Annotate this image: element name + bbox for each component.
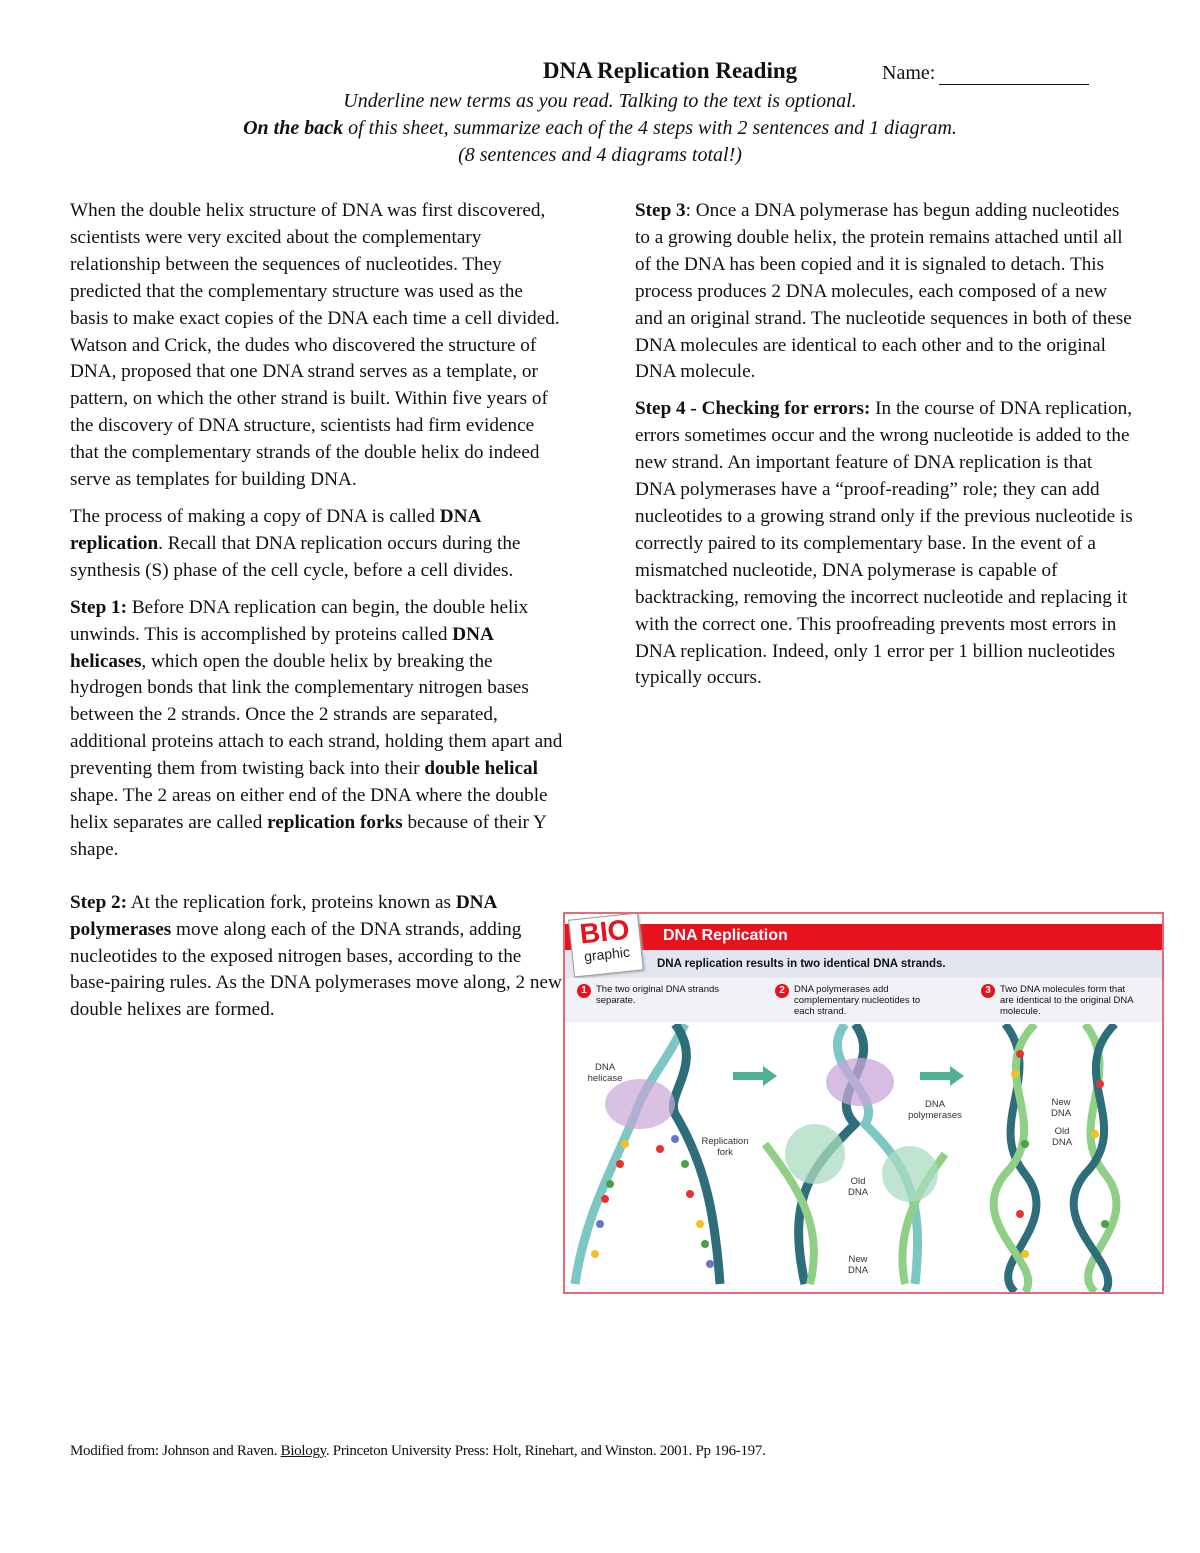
step1-paragraph xyxy=(70,595,565,864)
text: , which open the double helix by breaking the hydrogen bonds that link the complementary nitrogen bases between the 2 strands. Once the 2 strands are separated, additional proteins attach to each strand, holding them apart and preventing them from twisting back into their xyxy=(70,650,563,780)
text: : Once a DNA polymerase has begun adding nucleotides to a growing double helix, the protein remains attached until all of the DNA has been copied and it is signaled to detach. This process produces 2 DNA molecules, each composed of a new and an original strand. The nucleotide sequences in both of these DNA molecules are identical to each other and to the original DNA molecule. xyxy=(635,200,1132,383)
citation-prefix: Modified from: Johnson and Raven. xyxy=(70,1443,281,1459)
text: because of their Y shape. xyxy=(70,811,547,860)
text: move along each of the DNA strands, adding nucleotides to the exposed nitrogen bases, according to the base-pairing rules. As the DNA polymerases move along, 2 new double helixes are formed. xyxy=(70,918,562,1021)
term-dna-polymerases: DNA polymerases xyxy=(70,891,497,940)
term-dna-replication: DNA replication xyxy=(70,505,481,554)
figure-step-1 xyxy=(577,984,737,1006)
two-dna-molecules-icon xyxy=(994,1024,1117,1292)
instruction-1: Underline new terms as you read. Talking to the text is optional. xyxy=(343,90,857,112)
text: In the course of DNA replication, errors sometimes occur and the wrong nucleotide is added to the new strand. An important feature of DNA replication is that DNA polymerases have a “proof-reading” role; they can add nucleotides to a growing strand only if the previous nucleotide is correctly paired to its complementary base. In the event of a mismatched nucleotide, DNA polymerase is capable of backtracking, removing the incorrect nucleotide and replacing it with the correct one. This proofreading prevents most errors in DNA replication. Indeed, only 1 error per 1 billion nucleotides typically occurs. xyxy=(635,398,1133,689)
step4-paragraph xyxy=(635,396,1135,692)
step4-label: Step 4 - Checking for errors: xyxy=(635,398,871,420)
figure-title: DNA Replication xyxy=(663,927,788,944)
citation-book-title: Biology xyxy=(280,1443,326,1459)
step-number-badge: 3 xyxy=(981,984,995,998)
term-dna-helicases: DNA helicases xyxy=(70,623,493,672)
text: . Recall that DNA replication occurs during the synthesis (S) phase of the cell cycle, before a cell divides. xyxy=(70,532,521,581)
label-old-dna-mid: Old DNA xyxy=(847,1176,869,1198)
term-double-helical: double helical xyxy=(424,758,538,780)
step3-paragraph xyxy=(635,198,1135,386)
dna-replication-figure xyxy=(563,912,1164,1294)
step-number-badge: 1 xyxy=(577,984,591,998)
citation-suffix: . Princeton University Press: Holt, Rinehart, and Winston. 2001. Pp 196-197. xyxy=(325,1443,766,1459)
page-title: DNA Replication Reading xyxy=(542,58,798,83)
figure-subtitle-bar xyxy=(565,950,1162,978)
name-label: Name: xyxy=(882,62,936,84)
badge-bottom: graphic xyxy=(583,943,631,965)
citation-footer xyxy=(70,1443,766,1460)
polymerase-dna-icon xyxy=(765,1024,945,1284)
right-column xyxy=(635,198,1135,702)
arrow-right-icon xyxy=(920,1066,964,1086)
figure-subtitle: DNA replication results in two identical DNA strands. xyxy=(657,958,946,970)
instruction-2-bold: On the back xyxy=(243,117,344,139)
step-text: DNA polymerases add complementary nucleotides to each strand. xyxy=(794,984,921,1017)
step-text: The two original DNA strands separate. xyxy=(596,984,720,1006)
intro-paragraph: When the double helix structure of DNA was first discovered, scientists were very excited about the complementary relationship between the sequences of nucleotides. They predicted that the complementary structure was used as the basis to make exact copies of the DNA each time a cell divided. Watson and Crick, the dudes who discovered the structure of DNA, proposed that one DNA strand serves as a template, or pattern, on which the other strand is built. Within five years of the discovery of DNA structure, scientists had firm evidence that the complementary strands of the double helix do indeed serve as templates for building DNA. xyxy=(70,200,560,491)
step1-label: Step 1: xyxy=(70,596,128,618)
instruction-2 xyxy=(0,117,1200,140)
step3-label: Step 3 xyxy=(635,200,686,221)
label-dna-polymerases: DNA polymerases xyxy=(908,1099,962,1121)
step-number-badge: 2 xyxy=(775,984,789,998)
left-column xyxy=(70,198,565,1034)
label-replication-fork: Replication fork xyxy=(701,1136,749,1158)
text: At the replication fork, proteins known as xyxy=(127,891,456,913)
figure-header xyxy=(565,924,1162,950)
label-new-dna-mid: New DNA xyxy=(847,1254,869,1276)
name-blank-line[interactable] xyxy=(939,66,1089,85)
text: shape. The 2 areas on either end of the DNA where the double helix separates are called xyxy=(70,785,548,833)
name-field[interactable] xyxy=(882,62,1089,85)
figure-step-3 xyxy=(981,984,1141,1017)
label-old-dna-right: Old DNA xyxy=(1051,1126,1073,1148)
step2-paragraph xyxy=(70,890,565,1025)
figure-steps xyxy=(565,978,1162,1022)
figure-step-2 xyxy=(775,984,935,1017)
dna-helix-illustration xyxy=(565,1024,1162,1292)
badge-top: BIO xyxy=(578,913,631,950)
text: The process of making a copy of DNA is called xyxy=(70,505,440,527)
step-text: Two DNA molecules form that are identical to the original DNA molecule. xyxy=(1000,984,1134,1017)
instruction-2-rest: of this sheet, summarize each of the 4 steps with 2 sentences and 1 diagram. xyxy=(343,117,957,139)
process-paragraph xyxy=(70,504,565,585)
step2-label: Step 2: xyxy=(70,891,128,913)
instruction-3: (8 sentences and 4 diagrams total!) xyxy=(458,144,742,166)
label-new-dna-right: New DNA xyxy=(1050,1097,1072,1119)
arrow-right-icon xyxy=(733,1066,777,1086)
label-dna-helicase: DNA helicase xyxy=(587,1062,623,1084)
biographic-badge xyxy=(568,913,644,978)
text: Before DNA replication can begin, the double helix unwinds. This is accomplished by proteins called xyxy=(70,596,529,645)
term-replication-forks: replication forks xyxy=(267,811,403,833)
